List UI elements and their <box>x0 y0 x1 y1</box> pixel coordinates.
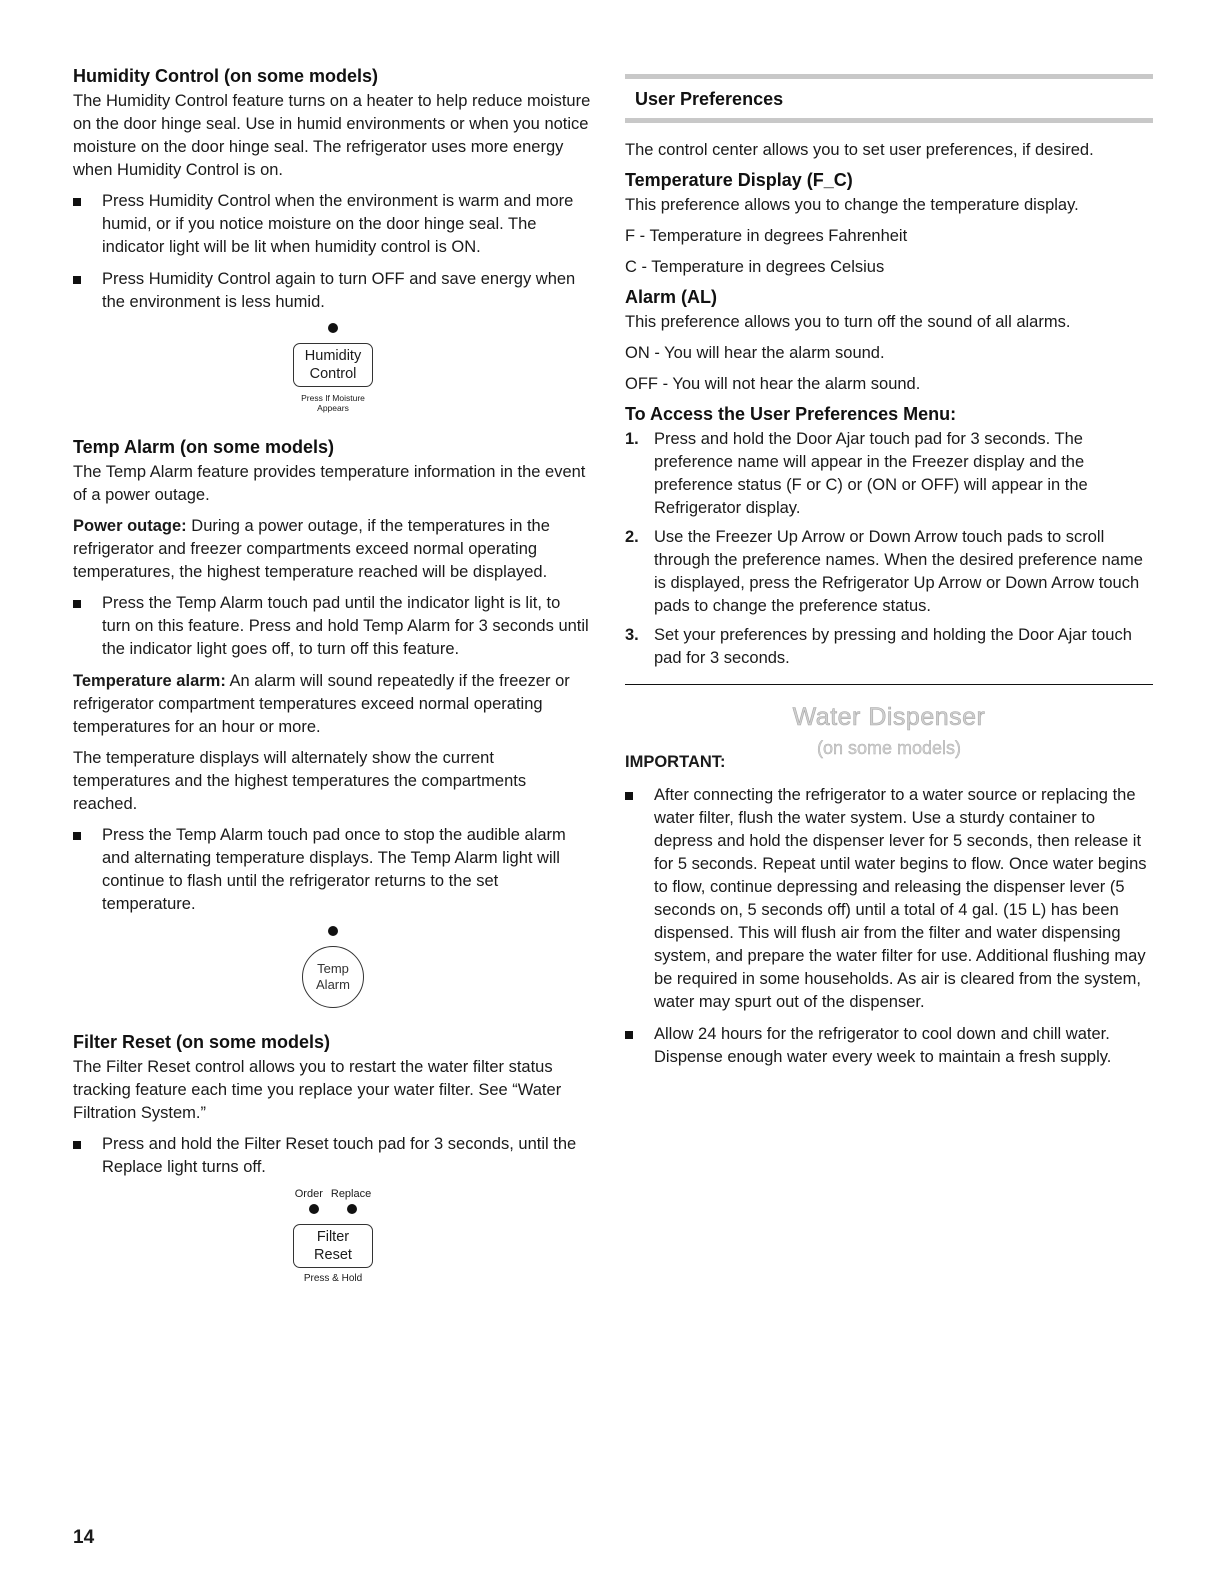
bullet-square-icon <box>73 1141 81 1149</box>
alarm-off-line: OFF - You will not hear the alarm sound. <box>625 375 921 393</box>
filter-reset-intro: The Filter Reset control allows you to restart the water filter status tracking feature each time you replace your water filter. See “Water Filtration System.” <box>73 1058 562 1122</box>
alarm-on-line: ON - You will hear the alarm sound. <box>625 344 885 362</box>
temperature-display-text: This preference allows you to change the temperature display. <box>625 196 1079 214</box>
filter-reset-pad-illustration <box>73 1188 593 1284</box>
bullet-square-icon <box>73 276 81 284</box>
page-number: 14 <box>73 1527 95 1548</box>
bullet-square-icon <box>625 1031 633 1039</box>
alarm-text: This preference allows you to turn off the sound of all alarms. <box>625 313 1071 331</box>
alarm-title: Alarm (AL) <box>625 287 718 307</box>
humidity-pad-illustration <box>73 323 593 413</box>
section-divider <box>625 684 1153 685</box>
list-item: Allow 24 hours for the refrigerator to cool down and chill water. Dispense enough water every week to maintain a fresh supply. <box>625 1023 1153 1069</box>
humidity-control-button: Humidity Control <box>293 343 373 387</box>
list-item: Press and hold the Filter Reset touch pad for 3 seconds, until the Replace light turns off. <box>73 1133 593 1179</box>
bullet-square-icon <box>73 600 81 608</box>
temp-alarm-title: Temp Alarm (on some models) <box>73 437 335 457</box>
indicator-light-icon <box>328 323 338 333</box>
temperature-display-title: Temperature Display (F_C) <box>625 170 853 190</box>
water-dispenser-title: Water Dispenser <box>792 703 986 731</box>
bullet-square-icon <box>625 792 633 800</box>
temperature-displays-paragraph: The temperature displays will alternately show the current temperatures and the highest temperatures the compartments reached. <box>73 749 527 813</box>
replace-label: Replace <box>330 1188 372 1200</box>
filter-reset-title: Filter Reset (on some models) <box>73 1032 331 1052</box>
list-item: 3. Set your preferences by pressing and holding the Door Ajar touch pad for 3 seconds. <box>625 626 1132 667</box>
filter-pad-caption: Press & Hold <box>303 1273 363 1284</box>
temp-alarm-intro: The Temp Alarm feature provides temperature information in the event of a power outage. <box>73 463 586 504</box>
bullet-square-icon <box>73 832 81 840</box>
power-outage-paragraph: Power outage: During a power outage, if the temperatures in the refrigerator and freezer compartments exceed normal operating temperatures, the highest temperature reached will be displayed. <box>73 517 550 581</box>
list-item: Press the Temp Alarm touch pad until the indicator light is lit, to turn on this feature. Press and hold Temp Alarm for 3 seconds until the indicator light goes off, to turn off this feature. <box>73 592 593 661</box>
temp-alarm-pad-illustration <box>73 926 593 1008</box>
bullet-square-icon <box>73 198 81 206</box>
humidity-bullets <box>73 190 593 314</box>
humidity-pad-caption: Press If Moisture Appears <box>301 393 365 413</box>
filter-reset-button: Filter Reset <box>293 1224 373 1268</box>
user-preferences-header: User Preferences <box>625 74 1153 123</box>
list-item: Press Humidity Control when the environment is warm and more humid, or if you notice moisture on the door hinge seal. The indicator light will be lit when humidity control is ON. <box>73 190 593 259</box>
water-dispenser-subtitle: (on some models) <box>816 738 962 758</box>
list-item: Press the Temp Alarm touch pad once to stop the audible alarm and alternating temperature displays. The Temp Alarm light will continue to flash until the refrigerator returns to the set temperature. <box>73 824 593 916</box>
left-column <box>73 66 593 1308</box>
important-label: IMPORTANT: <box>625 753 726 771</box>
temperature-alarm-paragraph: Temperature alarm: An alarm will sound repeatedly if the freezer or refrigerator compartment temperatures exceed normal operating temperatures for an hour or more. <box>73 672 570 736</box>
celsius-line: C - Temperature in degrees Celsius <box>625 258 885 276</box>
humidity-title: Humidity Control (on some models) <box>73 66 379 86</box>
list-item: After connecting the refrigerator to a water source or replacing the water filter, flush the water system. Use a sturdy container to depress and hold the dispenser lever for 5 seconds, then release it for 5 seconds. Repeat until water begins to flow. Once water begins to flow, continue depressing and releasing the dispenser lever (5 seconds on, 5 seconds off) until a total of 4 gal. (15 L) has been dispensed. This will flush air from the filter and water dispensing system, and prepare the water filter for use. Additional flushing may be required in some households. As air is cleared from the system, water may spurt out of the dispenser. <box>625 784 1153 1014</box>
access-steps <box>625 428 1153 670</box>
humidity-intro: The Humidity Control feature turns on a heater to help reduce moisture on the door hinge seal. Use in humid environments or when you notice moisture on the door hinge seal. The refrigerator uses more energy when Humidity Control is on. <box>73 92 591 179</box>
list-item: 2. Use the Freezer Up Arrow or Down Arrow touch pads to scroll through the preference names. When the desired preference name is displayed, press the Refrigerator Up Arrow or Down Arrow touch pads to change the preference status. <box>625 528 1143 615</box>
fahrenheit-line: F - Temperature in degrees Fahrenheit <box>625 227 908 245</box>
water-bullets <box>625 784 1153 1069</box>
access-menu-title: To Access the User Preferences Menu: <box>625 404 957 424</box>
order-label: Order <box>294 1188 323 1200</box>
user-preferences-intro: The control center allows you to set user preferences, if desired. <box>625 141 1094 159</box>
list-item: 1. Press and hold the Door Ajar touch pad for 3 seconds. The preference name will appear in the Freezer display and the preference status (F or C) or (ON or OFF) will appear in the Refrigerator display. <box>625 430 1088 517</box>
list-item: Press Humidity Control again to turn OFF and save energy when the environment is less humid. <box>73 268 593 314</box>
order-light-icon <box>309 1204 319 1214</box>
indicator-light-icon <box>328 926 338 936</box>
replace-light-icon <box>347 1204 357 1214</box>
right-column <box>625 66 1153 1078</box>
temp-alarm-button: Temp Alarm <box>302 946 364 1008</box>
